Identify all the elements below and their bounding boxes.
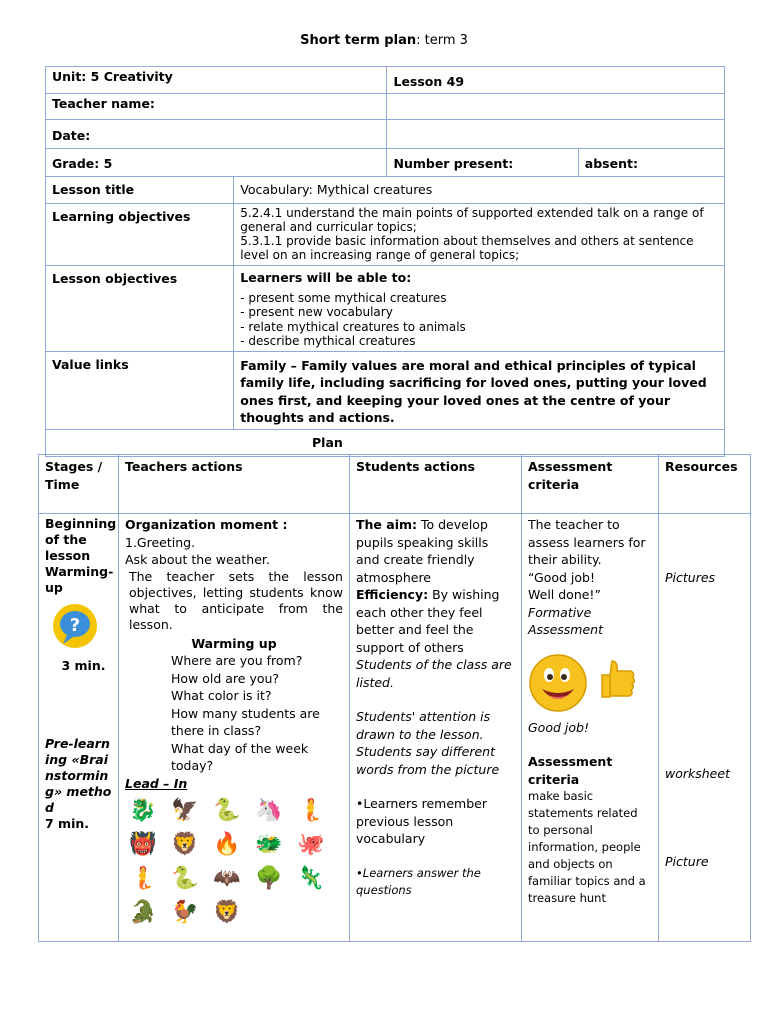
unit-cell: Unit: 5 Creativity: [46, 67, 387, 94]
objectives-text: The teacher sets the lesson objectives, letting students know what to anticipate from the lesson.: [129, 568, 343, 632]
creature-icon: 🦁: [171, 832, 199, 858]
title-rest: : term 3: [416, 33, 468, 48]
learning-objectives-cell: [234, 204, 725, 266]
assessment-criteria-heading: Assessment criteria: [528, 754, 613, 787]
efficiency-block: [356, 586, 515, 656]
learning-objective: 5.3.1.1 provide basic information about themselves and others at sentence level on an increasing range of general topics;: [240, 234, 694, 262]
smiley-icon: [528, 649, 600, 713]
aim-block: [356, 516, 515, 586]
stage-pre-learning-time: 7 min.: [45, 816, 90, 831]
lead-in-heading: Lead – In: [125, 775, 188, 791]
date-cell: Date:: [46, 120, 387, 149]
lesson-objective: - relate mythical creatures to animals: [240, 319, 466, 334]
resource-worksheet: worksheet: [665, 765, 730, 781]
aim-text: To develop pupils speaking skills and create friendly atmosphere: [356, 517, 489, 585]
creature-icon: 🔥: [213, 832, 241, 858]
teacher-name-cell: Teacher name:: [46, 94, 387, 120]
teacher-name-value: [387, 94, 725, 120]
creature-icon: 🐙: [297, 832, 325, 858]
lesson-title-value: Vocabulary: Mythical creatures: [234, 177, 725, 204]
date-value: [387, 120, 725, 149]
value-links-label: Value links: [46, 351, 234, 429]
creature-icon: 🧜: [297, 798, 325, 824]
lesson-objectives-label: Lesson objectives: [46, 266, 234, 352]
efficiency-label: Efficiency:: [356, 587, 429, 602]
header-teachers-actions: Teachers actions: [119, 455, 350, 514]
assessment-criteria-text: make basic statements related to personal information, people and objects on familiar topics and a treasure hunt: [528, 789, 646, 905]
lesson-objective: - present some mythical creatures: [240, 290, 447, 305]
grade-cell: Grade: 5: [46, 149, 387, 177]
good-job-caption: Good job!: [528, 719, 589, 735]
header-table: [45, 66, 725, 457]
creature-icon: 🐓: [171, 900, 199, 926]
formative-assessment: Formative Assessment: [528, 604, 603, 637]
stages-cell: [39, 514, 119, 942]
question-item: What color is it?: [171, 688, 272, 703]
lesson-objective: - describe mythical creatures: [240, 334, 416, 348]
aim-label: The aim:: [356, 517, 417, 532]
well-done-text: Well done!”: [528, 587, 601, 602]
question-item: How old are you?: [171, 670, 280, 686]
stage-pre-learning: Pre-learning «Brainstorming» method: [45, 736, 112, 815]
students-attention: Students' attention is drawn to the lesson. Students say different words from the picture: [356, 709, 500, 777]
header-students-actions: Students actions: [350, 455, 522, 514]
efficiency-text: By wishing each other they feel better and feel the support of others: [356, 587, 500, 655]
creature-icon: 🦅: [171, 798, 199, 824]
greeting-text: 1.Greeting.: [125, 534, 196, 550]
question-item: How many students are there in class?: [171, 705, 320, 738]
plan-table: [38, 454, 751, 942]
weather-text: Ask about the weather.: [125, 552, 270, 567]
warming-up-heading: Warming up: [191, 635, 277, 651]
learners-answer: •Learners answer the questions: [356, 865, 481, 897]
creature-icon: 🐊: [129, 900, 157, 926]
stage-beginning-time: 3 min.: [61, 658, 106, 673]
creature-icon: 🌳: [255, 866, 283, 892]
resource-pictures: Pictures: [665, 570, 716, 585]
creature-icon: 🐉: [129, 798, 157, 824]
creature-icon: 🧜: [129, 866, 157, 892]
creature-icon: 🦄: [255, 798, 283, 824]
creature-icon: 🐍: [171, 866, 199, 892]
good-job-quote: “Good job!: [528, 569, 595, 585]
thumbs-up-icon: [600, 659, 636, 703]
creature-icon: 👹: [129, 832, 157, 858]
document-title: [0, 33, 768, 48]
number-present-cell: Number present:: [387, 149, 578, 177]
creature-icon: 🐍: [213, 798, 241, 824]
svg-text:?: ?: [69, 615, 81, 636]
resources-cell: [659, 514, 751, 942]
teachers-actions-cell: [119, 514, 350, 942]
students-actions-cell: [350, 514, 522, 942]
header-stages: Stages / Time: [39, 455, 119, 514]
lesson-title-label: Lesson title: [46, 177, 234, 204]
assessment-text: The teacher to assess learners for their ability.: [528, 517, 646, 567]
learning-objective: 5.2.4.1 understand the main points of supported extended talk on a range of general and curricular topics;: [240, 206, 704, 234]
lesson-objectives-intro: Learners will be able to:: [240, 270, 412, 285]
creature-icon: 🦎: [297, 866, 325, 892]
learners-remember: •Learners remember previous lesson vocabulary: [356, 796, 487, 846]
question-item: What day of the week today?: [171, 740, 309, 773]
header-assessment-criteria: Assessment criteria: [522, 455, 659, 514]
header-resources: Resources: [659, 455, 751, 514]
mythical-creatures-picture: [125, 796, 343, 928]
creature-icon: 🐲: [255, 832, 283, 858]
resource-picture: Picture: [665, 854, 709, 869]
learning-objectives-label: Learning objectives: [46, 204, 234, 266]
title-bold: Short term plan: [300, 33, 417, 48]
students-listed: Students of the class are listed.: [356, 657, 512, 690]
lesson-objectives-cell: [234, 266, 725, 352]
assessment-cell: [522, 514, 659, 942]
lesson-cell: Lesson 49: [387, 67, 725, 94]
lesson-objective: - present new vocabulary: [240, 305, 393, 319]
smiley-thumbs-up: [528, 649, 652, 713]
stage-beginning: Beginning of the lesson Warming-up: [45, 516, 117, 595]
creature-icon: 🦁: [213, 900, 241, 926]
organization-heading: Organization moment :: [125, 517, 288, 532]
plan-heading: Plan: [46, 429, 725, 456]
creature-icon: 🦇: [213, 866, 241, 892]
absent-cell: absent:: [578, 149, 724, 177]
question-item: Where are you from?: [171, 653, 303, 668]
question-icon: [51, 602, 99, 650]
value-links-text: Family – Family values are moral and ethical principles of typical family life, including sacrificing for loved ones, putting your loved ones first, and keeping your loved ones at the centre of your thoughts and actions.: [234, 351, 725, 429]
